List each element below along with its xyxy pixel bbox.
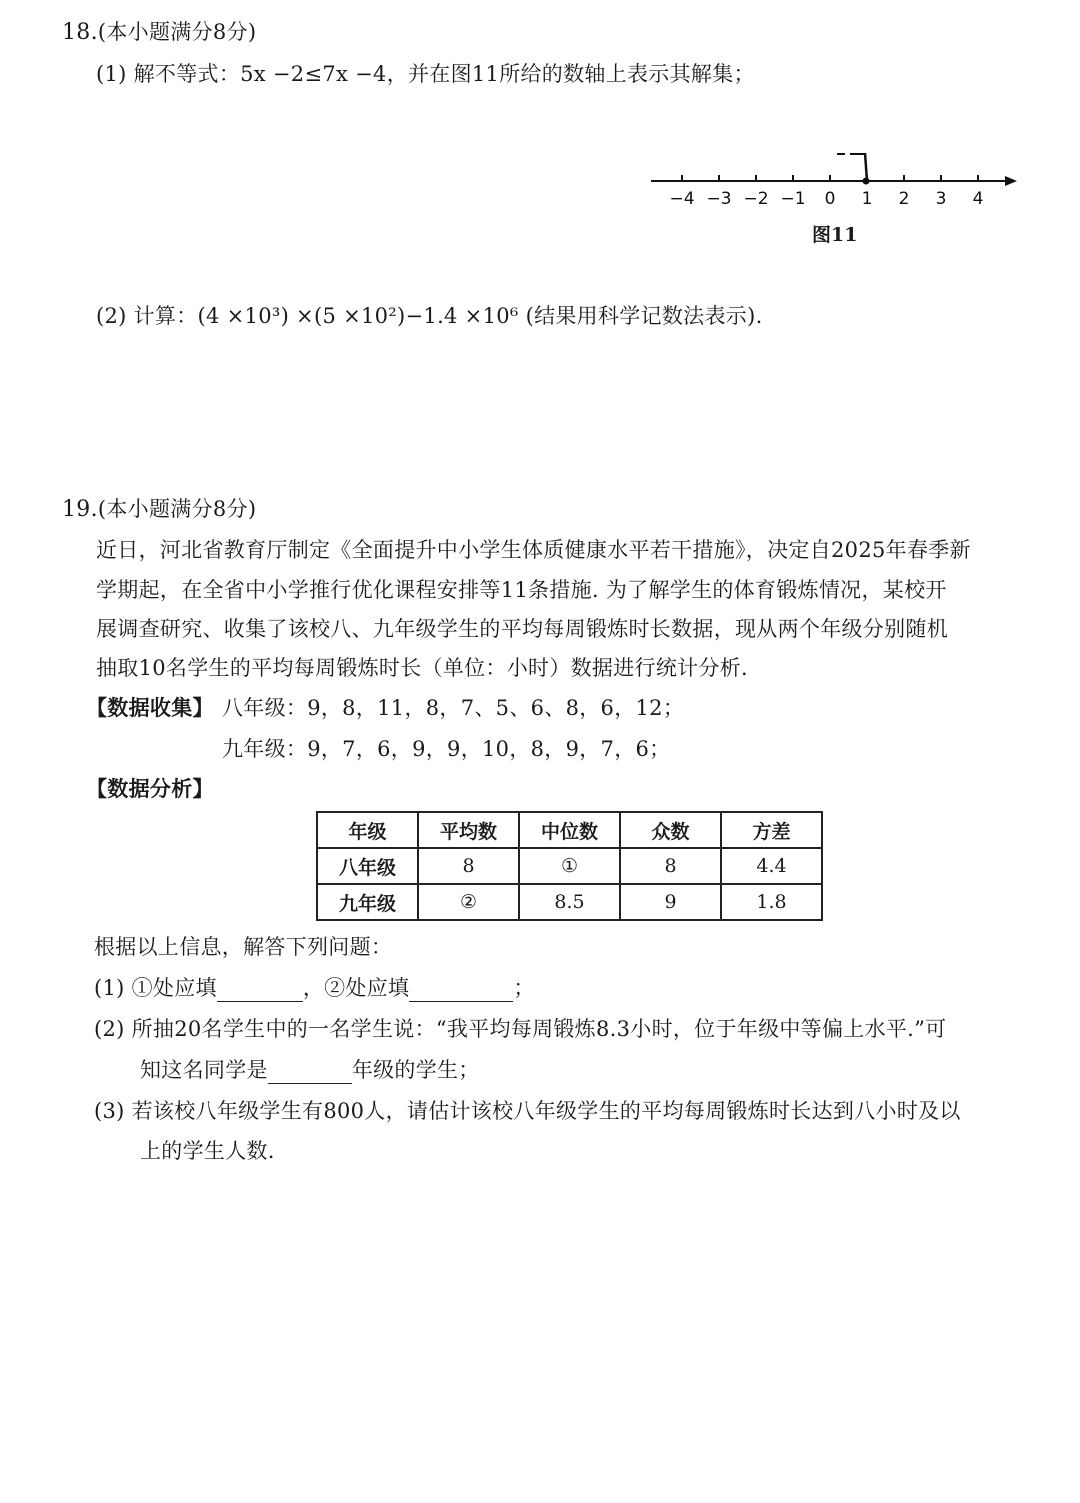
q19-intro-line-4: 抽取10名学生的平均每周锻炼时长（单位：小时）数据进行统计分析.	[96, 656, 748, 680]
number-line-tick-label: 0	[824, 189, 836, 209]
q19-sub3-line1: (3) 若该校八年级学生有800人，请估计该校八年级学生的平均每周锻炼时长达到八小时及以	[94, 1099, 961, 1123]
number-line-tick-label: −2	[743, 189, 769, 209]
q19-number: 19.	[62, 497, 98, 522]
q19-intro-line-1: 近日，河北省教育厅制定《全面提升中小学生体质健康水平若干措施》，决定自2025年春季新	[96, 538, 971, 562]
table-cell: 九年级	[317, 884, 418, 920]
table-header-cell: 年级	[317, 812, 418, 848]
number-line-tick-label: 1	[861, 189, 873, 209]
table-header-cell: 平均数	[418, 812, 519, 848]
sub1-text-b: ，②处应填	[302, 976, 410, 1000]
q19-sub3-line2: 上的学生人数.	[140, 1139, 275, 1163]
answer-blank-3[interactable]	[268, 1061, 352, 1084]
figure-caption: 图11	[812, 224, 858, 246]
sub1-end: ；	[513, 976, 535, 1000]
grade8-data: 八年级：9，8，11，8，7、5、6、8，6，12；	[222, 696, 685, 720]
table-header-cell: 中位数	[519, 812, 620, 848]
q18-header	[62, 16, 256, 46]
sub2-text-a: 知这名同学是	[140, 1058, 268, 1082]
data-analysis-label: 【数据分析】	[86, 776, 214, 801]
table-cell: 9	[620, 884, 721, 920]
grade9-data: 九年级：9，7，6，9，9，10，8，9，7，6；	[222, 737, 671, 761]
q19-sub2-line1: (2) 所抽20名学生中的一名学生说：“我平均每周锻炼8.3小时，位于年级中等偏上水平.”可	[94, 1017, 947, 1041]
q19-sub1	[94, 972, 535, 1002]
q19-heading: (本小题满分8分)	[97, 497, 257, 521]
table-cell: ②	[418, 884, 519, 920]
table-header-cell: 众数	[620, 812, 721, 848]
number-line-figure	[645, 140, 1025, 220]
table-cell: 4.4	[721, 848, 822, 884]
sub2-text-b: 年级的学生；	[351, 1058, 480, 1082]
table-cell: 8	[418, 848, 519, 884]
table-header-row	[317, 812, 822, 848]
table-cell: 8.5	[519, 884, 620, 920]
q18-number: 18.	[62, 20, 98, 45]
table-header-cell: 方差	[721, 812, 822, 848]
table-cell: 1.8	[721, 884, 822, 920]
data-collect-label: 【数据收集】	[86, 695, 214, 720]
number-line-tick-label: 2	[898, 189, 910, 209]
table-cell: ①	[519, 848, 620, 884]
q19-intro-line-2: 学期起，在全省中小学推行优化课程安排等11条措施. 为了解学生的体育锻炼情况，某校开	[96, 578, 947, 602]
table-cell: 8	[620, 848, 721, 884]
q18-part1: (1) 解不等式：5x −2≤7x −4，并在图11所给的数轴上表示其解集；	[96, 62, 755, 86]
number-line-tick-label: 3	[935, 189, 947, 209]
table-row	[317, 884, 822, 920]
q18-part2: (2) 计算：(4 ×10³) ×(5 ×10²)−1.4 ×10⁶ (结果用科学记数法表示).	[96, 304, 763, 328]
answer-blank-1[interactable]	[217, 979, 303, 1002]
table-row	[317, 848, 822, 884]
number-line-tick-label: −3	[706, 189, 732, 209]
q19-header	[62, 493, 256, 523]
q19-sub2-line2	[140, 1054, 480, 1084]
number-line-tick-label: −1	[780, 189, 806, 209]
number-line-arrow	[1005, 176, 1017, 186]
q19-intro-line-3: 展调查研究、收集了该校八、九年级学生的平均每周锻炼时长数据，现从两个年级分别随机	[96, 617, 948, 641]
q19-prompt: 根据以上信息，解答下列问题：	[94, 935, 393, 959]
stats-table	[316, 811, 823, 921]
number-line-tick-label: 4	[972, 189, 984, 209]
sub1-text-a: (1) ①处应填	[94, 976, 217, 1000]
table-cell: 八年级	[317, 848, 418, 884]
q18-heading: (本小题满分8分)	[97, 20, 257, 44]
answer-blank-2[interactable]	[409, 979, 513, 1002]
number-line-tick-label: −4	[669, 189, 695, 209]
